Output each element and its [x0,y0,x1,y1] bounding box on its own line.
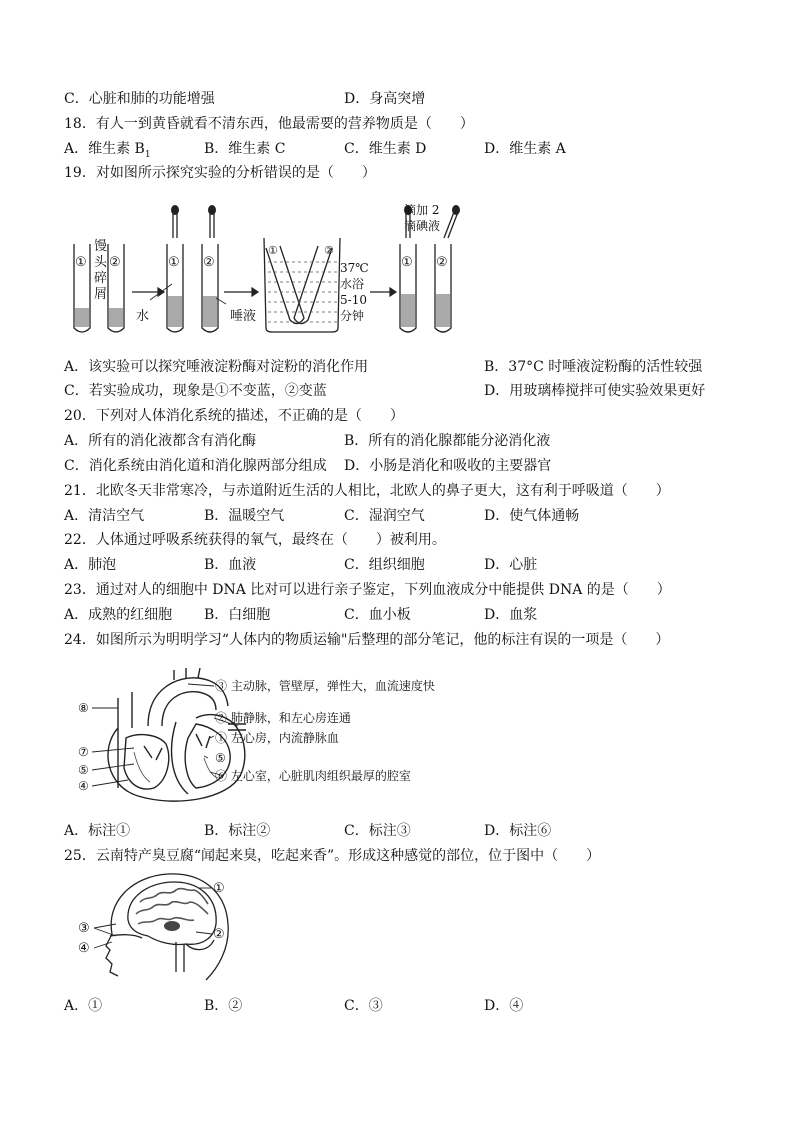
q19-stem: 19．对如图所示探究实验的分析错误的是（ ） [64,165,376,181]
q25-stem: 25．云南特产臭豆腐“闻起来臭，吃起来香”。形成这种感觉的部位，位于图中（ ） [64,848,601,864]
heart-label-8: ⑧ [78,701,89,715]
mantou-label-1: 馒 [94,239,108,254]
q24-option-b: B．标注② [204,823,271,839]
vena-cava [118,692,132,788]
bath-label-4: 分钟 [340,309,365,323]
q19-option-c: C．若实验成功，现象是①不变蓝，②变蓝 [64,383,327,399]
q25-option-d: D．④ [484,998,524,1014]
tube-6-label: ② [436,255,448,270]
brain-label-3: ③ [78,921,90,936]
q18-option-a-text: A．维生素 B [64,141,145,157]
q24-option-c: C．标注③ [344,823,411,839]
q18-stem: 18．有人一到黄昏就看不清东西，他最需要的营养物质是（ ） [64,116,474,132]
q23-stem: 23．通过对人的细胞中 DNA 比对可以进行亲子鉴定，下列血液成分中能提供 DNA 的是（ ） [64,582,671,598]
q24-stem: 24．如图所示为明明学习“人体内的物质运输"后整理的部分笔记，他的标注有误的一项是（ ） [64,632,670,648]
q18-option-c: C．维生素 D [344,141,427,157]
mantou-label-4: 屑 [94,287,108,302]
dropper-4 [444,212,458,238]
q18-option-b: B．维生素 C [204,141,286,157]
q21-option-b: B．温暖空气 [204,508,285,524]
q23-option-b: B．白细胞 [204,607,271,623]
q20-option-a: A．所有的消化液都含有消化酶 [64,433,257,449]
q21-option-d: D．使气体通畅 [484,508,580,524]
saliva-label: 唾液 [230,309,257,324]
q23-option-a: A．成熟的红细胞 [64,607,173,623]
heart-note-2: ② 肺静脉，和左心房连通 [215,711,351,725]
q25-option-a: A．① [64,998,103,1014]
iodine-label-2: 滴碘液 [404,219,441,233]
brain-label-4: ④ [78,941,90,956]
dropper-2 [210,212,214,238]
mantou-label-3: 碎 [94,271,108,286]
right-ventricle [124,735,169,789]
q19-experiment-figure [66,200,486,340]
tilted-tube-1-label: ① [268,244,278,257]
dropper-1 [173,212,177,238]
q17-option-c: C．心脏和肺的功能增强 [64,91,215,107]
q25-brain-figure [76,872,236,982]
q20-option-b: B．所有的消化腺都能分泌消化液 [344,433,551,449]
q22-option-c: C．组织细胞 [344,557,425,573]
tube-3-label: ① [168,255,180,270]
q25-option-b: B．② [204,998,243,1014]
q24-option-a: A．标注① [64,823,131,839]
q22-stem: 22．人体通过呼吸系统获得的氧气，最终在（ ）被利用。 [64,532,446,548]
q18-option-a [64,138,151,160]
q19-option-a: A．该实验可以探究唾液淀粉酶对淀粉的消化作用 [64,359,369,375]
heart-label-7: ⑦ [78,745,89,759]
brain-label-1: ① [213,881,225,896]
q21-option-a: A．清洁空气 [64,508,145,524]
bath-label-2: 水浴 [340,277,365,291]
bath-label-3: 5-10 [340,293,367,307]
heart-note-1: ① 左心房，内流静脉血 [215,731,339,745]
water-label: 水 [136,309,150,324]
tube-5-label: ① [401,255,413,270]
q24-option-d: D．标注⑥ [484,823,552,839]
q20-stem: 20．下列对人体消化系统的描述，不正确的是（ ） [64,408,404,424]
heart-label-5-left: ⑤ [78,763,89,777]
q25-option-c: C．③ [344,998,383,1014]
q21-stem: 21．北欧冬天非常寒冷，与赤道附近生活的人相比，北欧人的鼻子更大，这有利于呼吸道（ ） [64,483,670,499]
q24-heart-figure [78,668,468,808]
brain [128,882,216,945]
q21-option-c: C．湿润空气 [344,508,425,524]
tube-1-label: ① [75,255,87,270]
q23-option-c: C．血小板 [344,607,411,623]
q19-option-b: B．37°C 时唾液淀粉酶的活性较强 [484,359,703,375]
tube-4-label: ② [203,255,215,270]
q18-option-d: D．维生素 A [484,141,566,157]
heart-label-4: ④ [78,779,89,793]
q19-option-d: D．用玻璃棒搅拌可使实验效果更好 [484,383,706,399]
face-profile [106,934,118,976]
brain-label-2: ② [213,927,225,942]
mantou-label-2: 头 [94,255,108,270]
iodine-label-1: 滴加 2 [404,203,440,217]
heart-note-6: ⑥ 左心室，心脏肌肉组织最厚的腔室 [215,769,411,783]
q22-option-a: A．肺泡 [64,557,117,573]
tilted-tube-2-label: ② [324,244,334,257]
q22-option-b: B．血液 [204,557,257,573]
q20-option-d: D．小肠是消化和吸收的主要器官 [344,458,552,474]
q17-option-d: D．身高突增 [344,91,426,107]
bath-label-1: 37℃ [340,261,369,275]
q20-option-c: C．消化系统由消化道和消化腺两部分组成 [64,458,327,474]
heart-note-5: ⑤ [215,751,226,765]
heart-note-3: ③ 主动脉，管壁厚，弹性大，血流速度快 [215,679,435,693]
tube-2-label: ② [109,255,121,270]
q23-option-d: D．血浆 [484,607,538,623]
q22-option-d: D．心脏 [484,557,538,573]
brainstem [176,942,184,972]
q18-option-a-subscript: 1 [144,149,151,160]
